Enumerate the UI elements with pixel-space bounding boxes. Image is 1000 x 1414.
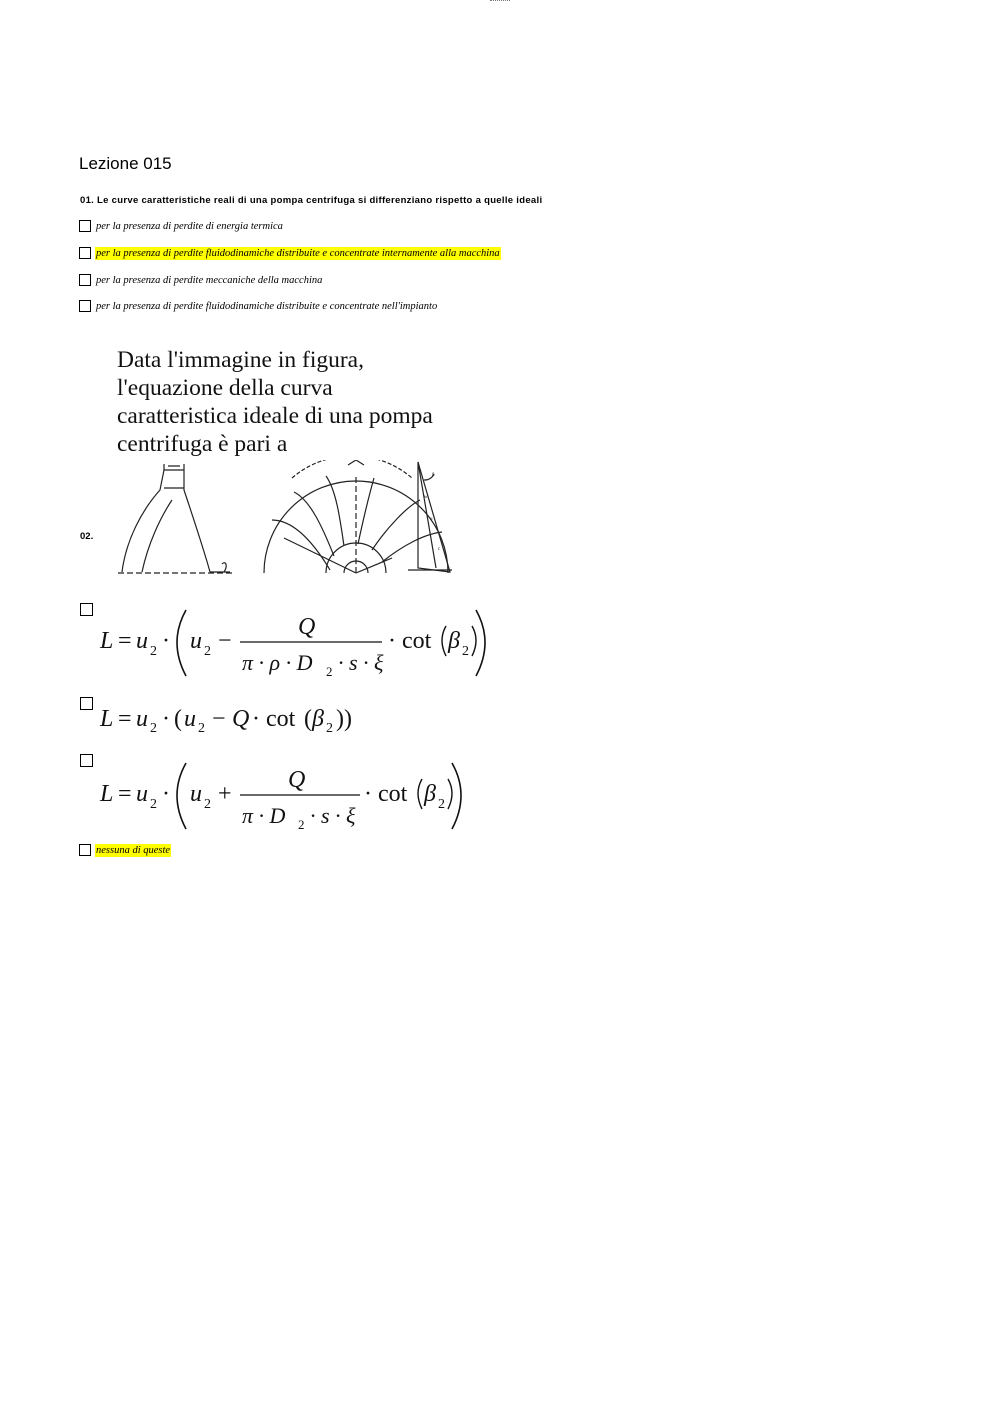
svg-text:u: u [136, 628, 148, 654]
svg-text:β: β [432, 473, 435, 478]
q2-option-2-checkbox[interactable] [80, 697, 93, 710]
checkbox[interactable] [79, 247, 91, 259]
q2-option-4-label: nessuna di queste [96, 844, 171, 856]
svg-text:β: β [424, 781, 436, 807]
svg-text:2: 2 [150, 644, 157, 659]
svg-text:−: − [218, 628, 232, 654]
svg-text:Q: Q [288, 767, 306, 793]
svg-text:2: 2 [438, 797, 445, 812]
q2-option-1-formula [98, 604, 490, 682]
figure-caption-line: caratteristica ideale di una pompa [117, 403, 433, 429]
svg-text:2: 2 [298, 817, 305, 832]
svg-text:u: u [136, 781, 148, 807]
q1-option-3-label: per la presenza di perdite meccaniche della macchina [96, 274, 323, 286]
svg-text:−: − [212, 706, 226, 732]
svg-text:· cot: · cot [252, 706, 296, 732]
svg-text:β: β [312, 706, 324, 732]
q1-option-4-label: per la presenza di perdite fluidodinamiche distribuite e concentrate nell'impianto [96, 300, 438, 312]
svg-text:·: · [162, 781, 170, 807]
svg-text:·: · [162, 628, 170, 654]
svg-text:·: · [162, 706, 170, 732]
svg-text:w: w [424, 495, 428, 500]
question-1-text: 01. Le curve caratteristiche reali di una pompa centrifuga si differenziano rispetto a quelle ideali [80, 195, 543, 206]
svg-text:u: u [190, 628, 202, 654]
svg-text:π · ρ · D: π · ρ · D [242, 650, 313, 675]
svg-text:· s · ξ: · s · ξ [338, 650, 384, 675]
svg-text:2: 2 [204, 797, 211, 812]
svg-text:2: 2 [326, 664, 333, 679]
q2-option-3-formula [98, 757, 468, 835]
svg-text:u: u [430, 517, 433, 522]
svg-text:2: 2 [198, 721, 205, 736]
svg-text:· cot: · cot [364, 781, 408, 807]
figure-caption-line: centrifuga è pari a [117, 431, 288, 457]
svg-text:L: L [100, 706, 114, 732]
svg-text:c: c [438, 547, 441, 552]
q1-option-1-label: per la presenza di perdite di energia termica [96, 220, 283, 232]
svg-text:)): )) [336, 706, 352, 732]
svg-text:· s · ξ: · s · ξ [310, 803, 356, 828]
svg-text:2: 2 [150, 797, 157, 812]
svg-text:(: ( [174, 706, 182, 732]
q1-option-4[interactable] [79, 299, 438, 313]
lesson-title: Lezione 015 [79, 154, 172, 173]
svg-text:2: 2 [326, 721, 333, 736]
svg-text:+: + [218, 781, 232, 807]
figure-caption [117, 346, 433, 458]
page-header-marker [490, 0, 510, 3]
svg-text:(: ( [304, 706, 312, 732]
svg-text:· cot: · cot [388, 628, 432, 654]
svg-text:u: u [136, 706, 148, 732]
svg-text:=: = [118, 706, 132, 732]
q2-option-3-checkbox[interactable] [80, 754, 93, 767]
svg-text:Q: Q [298, 614, 316, 640]
svg-text:u: u [190, 781, 202, 807]
q1-option-3[interactable] [79, 273, 323, 287]
svg-text:L: L [100, 628, 114, 654]
svg-text:π · D: π · D [242, 803, 286, 828]
impeller-drawing [112, 460, 462, 574]
svg-text:2: 2 [204, 644, 211, 659]
q2-option-2-formula [98, 698, 360, 736]
question-2-figure [112, 340, 462, 574]
q2-option-4[interactable] [79, 843, 171, 857]
figure-caption-line: l'equazione della curva [117, 375, 333, 401]
svg-text:2: 2 [462, 644, 469, 659]
checkbox[interactable] [79, 844, 91, 856]
q1-option-2[interactable] [79, 246, 501, 260]
svg-text:=: = [118, 781, 132, 807]
svg-text:β: β [448, 628, 460, 654]
svg-text:u: u [184, 706, 196, 732]
checkbox[interactable] [79, 274, 91, 286]
q2-option-1-checkbox[interactable] [80, 603, 93, 616]
svg-text:=: = [118, 628, 132, 654]
svg-text:L: L [100, 781, 114, 807]
svg-text:2: 2 [150, 721, 157, 736]
figure-caption-line: Data l'immagine in figura, [117, 347, 364, 373]
q1-option-2-label: per la presenza di perdite fluidodinamiche distribuite e concentrate internamente alla macchina [96, 247, 500, 259]
checkbox[interactable] [79, 300, 91, 312]
q1-option-1[interactable] [79, 219, 284, 233]
checkbox[interactable] [79, 220, 91, 232]
svg-text:Q: Q [232, 706, 250, 732]
question-2-number: 02. [80, 531, 94, 542]
